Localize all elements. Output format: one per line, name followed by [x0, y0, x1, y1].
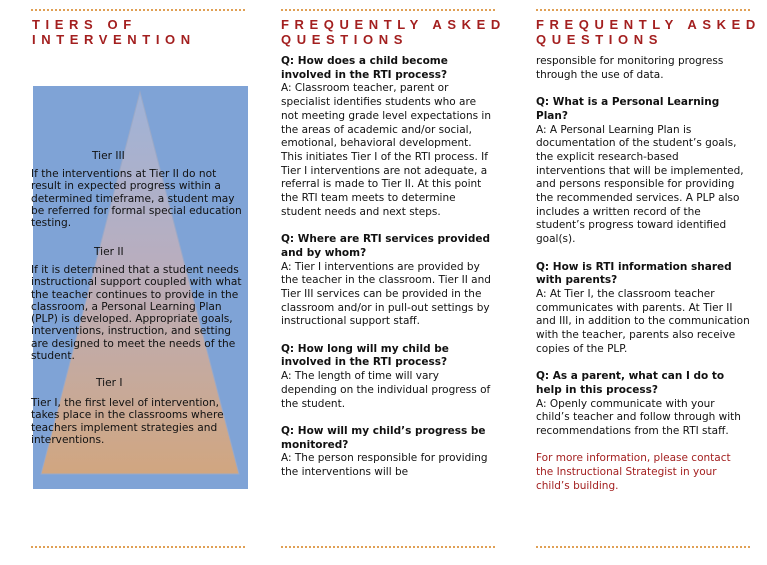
tiers-heading	[32, 17, 196, 47]
tier3-text: If the interventions at Tier II do not result in expected progress within a determined timeframe, a student may be referred for formal special education testing.	[31, 168, 242, 230]
faq-answer: A: At Tier I, the classroom teacher communicates with parents. At Tier II and III, in addition to the communication with the teacher, parents also receive copies of the PLP.	[536, 287, 750, 355]
faq-question: Q: As a parent, what can I do to help in this process?	[536, 370, 725, 396]
top-rule-col2	[281, 9, 495, 11]
faq-answer: A: Openly communicate with your child’s teacher and follow through with recommendations from the RTI staff.	[536, 397, 741, 437]
faq-answer: A: Classroom teacher, parent or specialist identifies students who are not meeting grade level expectations in the areas of academic and/or social, emotional, behavioral development. This initiates Tier I of the RTI process. If Tier I interventions are not adequate, a referral is made to Tier II. At this point the RTI team meets to determine student needs and next steps.	[281, 82, 491, 218]
faq-answer: A: Tier I interventions are provided by the teacher in the classroom. Tier II and Tier III services can be provided in the classroom and/or in pull-out settings by instructional support staff.	[281, 260, 491, 328]
tier1-title: Tier I	[96, 377, 123, 389]
faq-question: Q: What is a Personal Learning Plan?	[536, 96, 720, 122]
tiers-heading-line2: INTERVENTION	[32, 32, 196, 47]
faq-heading-col2-line1: FREQUENTLY ASKED	[281, 17, 506, 32]
faq-answer: A: The person responsible for providing the interventions will be	[281, 452, 488, 479]
faq-item	[281, 425, 496, 480]
bottom-rule-col2	[281, 546, 495, 548]
faq-answer: A: A Personal Learning Plan is documentation of the student’s goals, the explicit research-based interventions that will be implemented, and persons responsible for providing the recommended services. A PLP also includes a written record of the student’s progress toward identified goal(s).	[536, 123, 744, 246]
faq-item	[536, 261, 751, 357]
bottom-rule-col1	[31, 546, 245, 548]
faq-heading-col2	[281, 17, 506, 47]
faq-heading-col3	[536, 17, 761, 47]
contact-note: For more information, please contact the Instructional Strategist in your child’s building.	[536, 452, 731, 492]
faq-item	[281, 55, 496, 219]
faq-item	[536, 96, 751, 247]
faq-item	[536, 370, 751, 439]
faq-heading-col3-line2: QUESTIONS	[536, 32, 663, 47]
faq-item	[281, 233, 496, 329]
faq-heading-col3-line1: FREQUENTLY ASKED	[536, 17, 761, 32]
faq-continuation: responsible for monitoring progress through the use of data.	[536, 55, 724, 81]
faq-column-2	[281, 55, 496, 493]
faq-question: Q: How is RTI information shared with parents?	[536, 260, 732, 287]
faq-question: Q: How will my child’s progress be monitored?	[281, 424, 486, 451]
tier1-text: Tier I, the first level of intervention, takes place in the classrooms where teachers implement strategies and interventions.	[31, 397, 224, 446]
top-rule-col3	[536, 9, 750, 11]
top-rule-col1	[31, 9, 245, 11]
faq-question: Q: How does a child become involved in the RTI process?	[281, 55, 448, 81]
tier2-title: Tier II	[94, 246, 124, 258]
faq-heading-col2-line2: QUESTIONS	[281, 32, 408, 47]
bottom-rule-col3	[536, 546, 750, 548]
faq-question: Q: How long will my child be involved in the RTI process?	[281, 342, 449, 369]
faq-column-3	[536, 55, 751, 493]
faq-answer: A: The length of time will vary depending on the individual progress of the student.	[281, 370, 491, 410]
faq-item	[281, 343, 496, 412]
tier3-title: Tier III	[92, 150, 125, 162]
tier2-text: If it is determined that a student needs instructional support coupled with what the teacher continues to provide in the classroom, a Personal Learning Plan (PLP) is developed. Appropriate goals, interventions, instruction, and setting are designed to meet the needs of the student.	[31, 264, 242, 363]
faq-question: Q: Where are RTI services provided and by whom?	[281, 233, 491, 259]
tiers-heading-line1: TIERS OF	[32, 17, 137, 32]
